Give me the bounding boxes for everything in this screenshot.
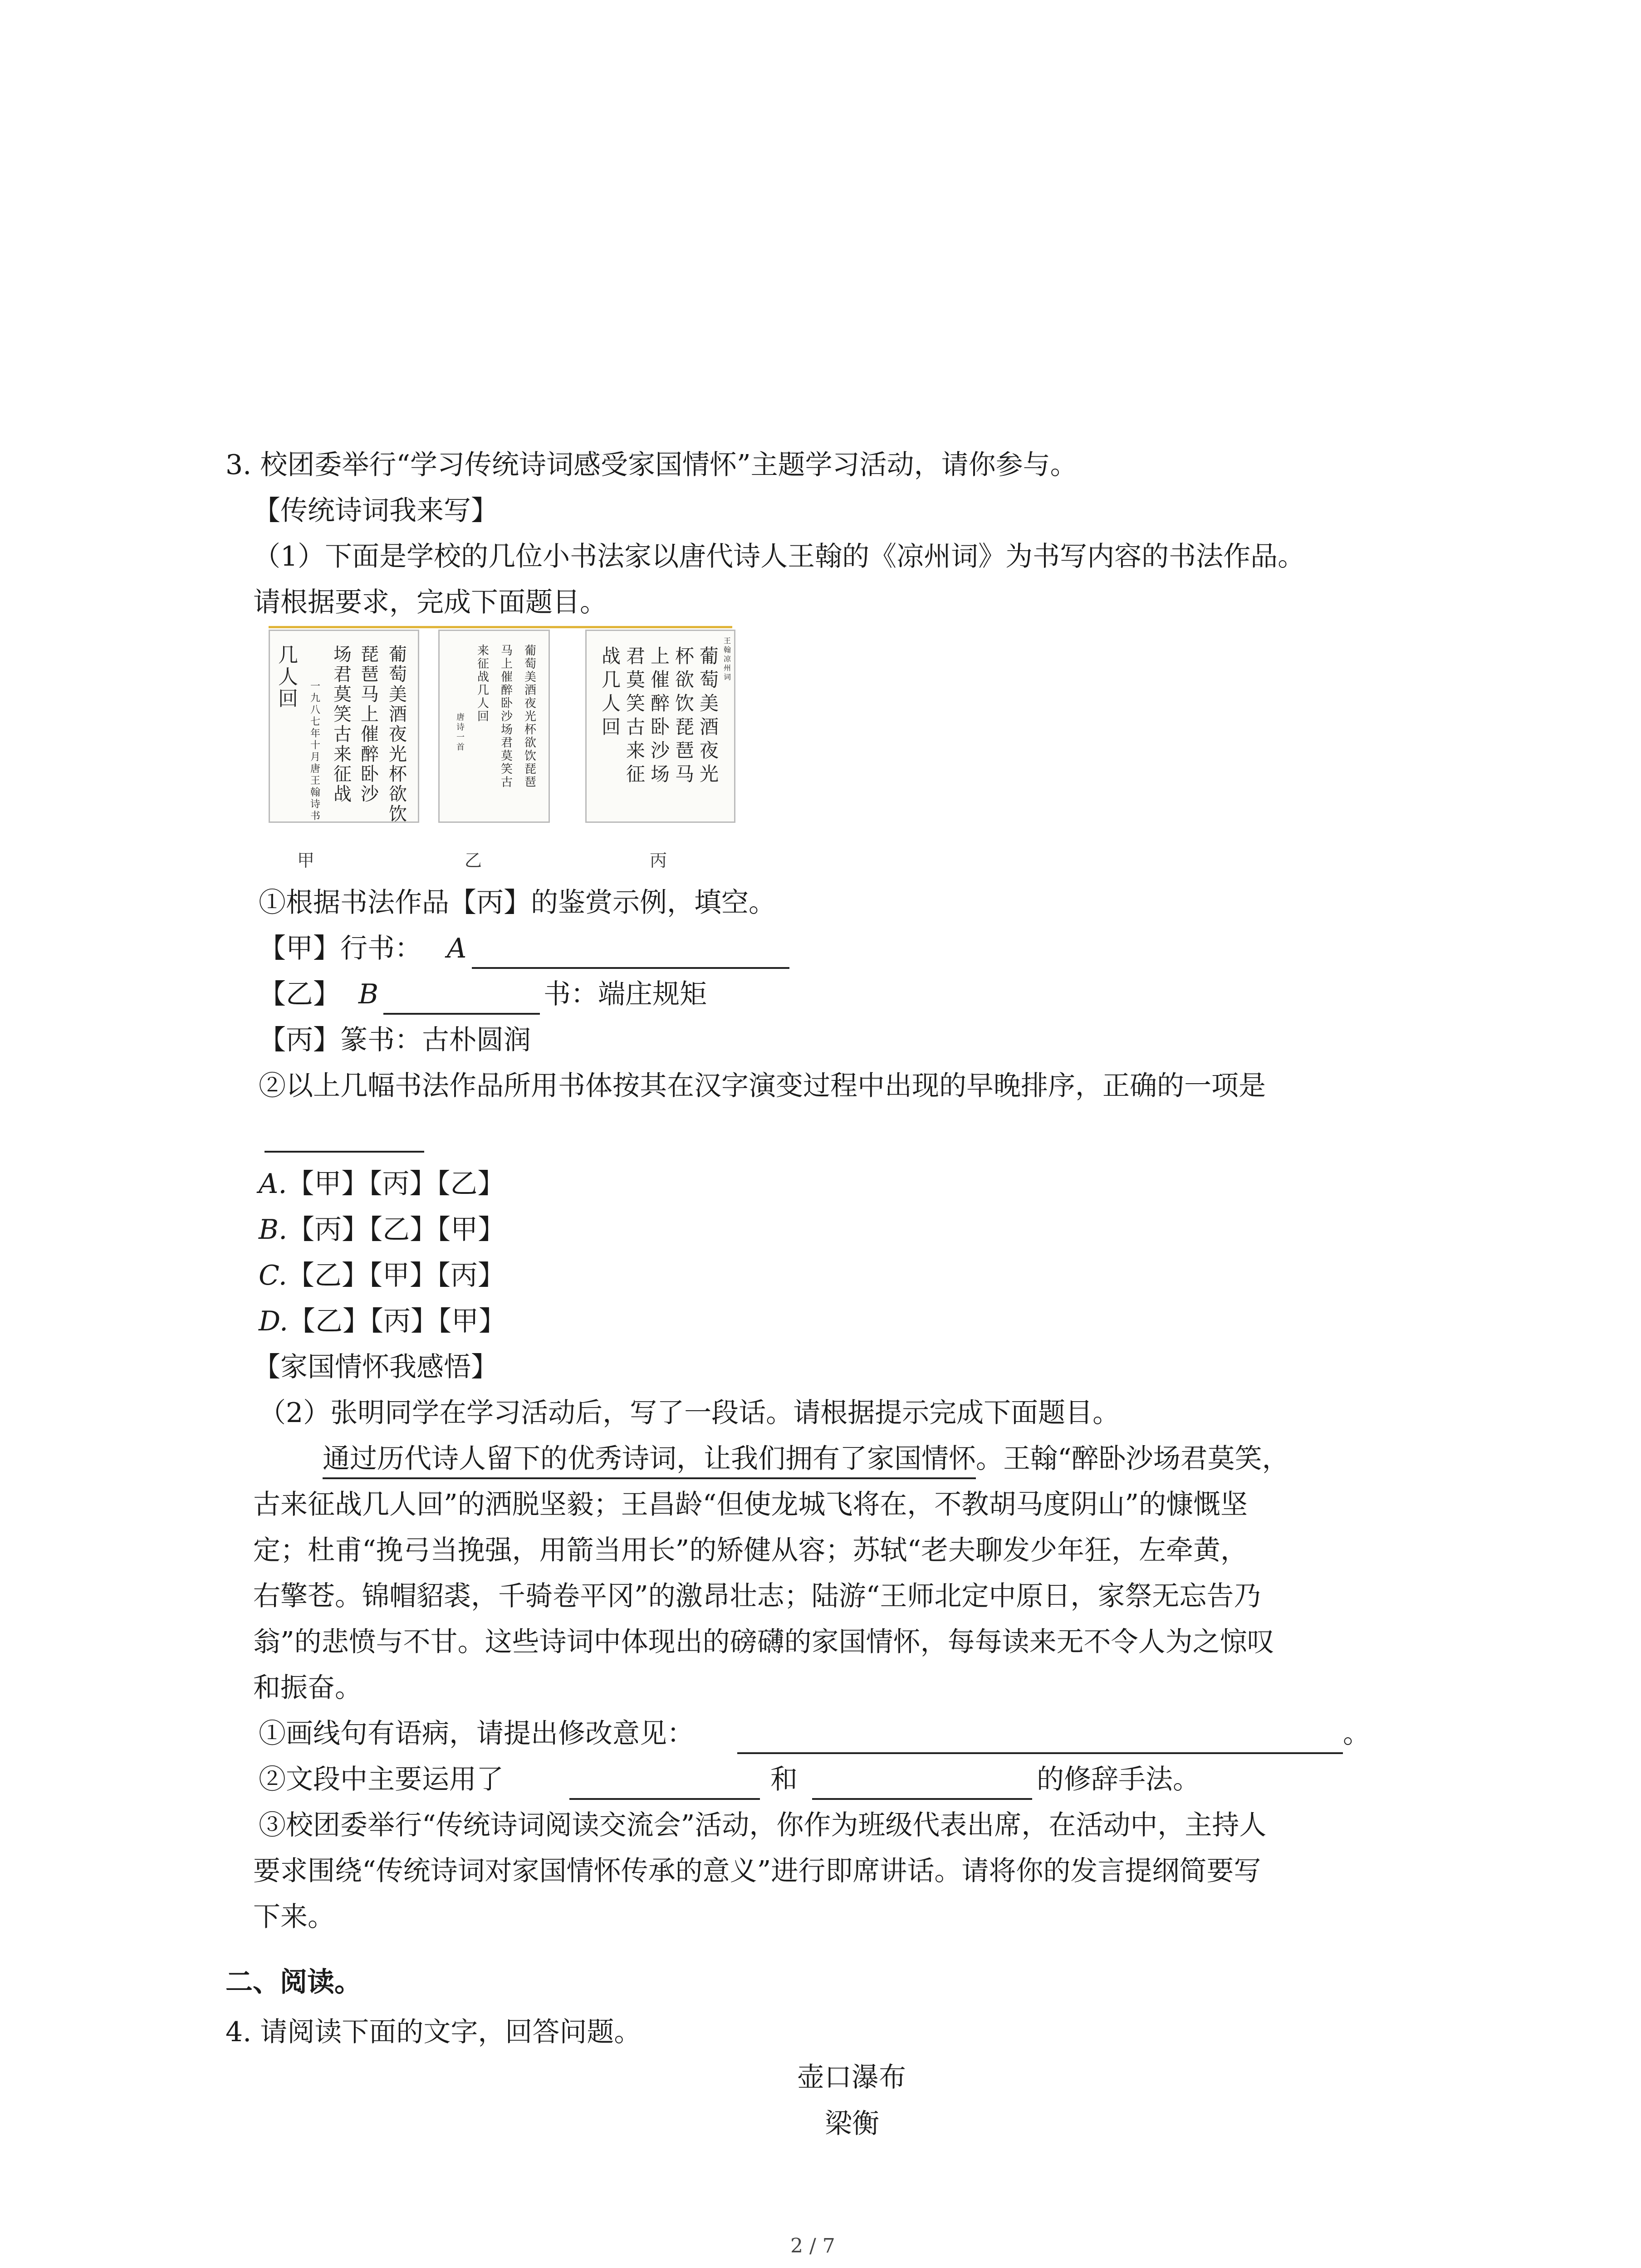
section-title-write: 【传统诗词我来写】 <box>253 495 498 527</box>
para-line6: 和振奋。 <box>253 1672 362 1704</box>
page-number: 2 / 7 <box>790 2234 835 2258</box>
option-b-text: 【丙】【乙】【甲】 <box>287 1214 505 1246</box>
para-line5: 翁”的悲愤与不甘。这些诗词中体现出的磅礴的家国情怀，每每读来无不令人为之惊叹 <box>253 1626 1274 1658</box>
sub1-line2: 请根据要求，完成下面题目。 <box>253 587 607 618</box>
cal-bing-col1: 葡 萄 美 酒 夜 光 <box>700 645 719 785</box>
s1-end: 。 <box>1343 1718 1370 1750</box>
cal-bing-col5: 战 几 人 回 <box>602 645 621 738</box>
calligraphy-yi-image <box>438 630 550 823</box>
answer-blank-rhetoric1[interactable] <box>569 1798 760 1800</box>
cal-jia-seal: 一 九 八 七 年 十 月 唐 王 翰 诗 书 <box>310 681 320 822</box>
cal-jia-col1: 葡 萄 美 酒 夜 光 杯 欲 饮 <box>389 644 407 823</box>
option-c-letter: C. <box>259 1260 287 1291</box>
cal-bing-inscription: 王 翰 凉 州 词 <box>723 636 731 681</box>
option-d-text: 【乙】【丙】【甲】 <box>288 1305 506 1337</box>
cal-yi-seal: 唐 诗 一 首 <box>456 713 465 752</box>
s2-and: 和 <box>770 1764 798 1795</box>
reading-title: 壶口瀑布 <box>797 2062 906 2093</box>
cal-yi-col3: 来 征 战 几 人 回 <box>477 644 489 723</box>
cal-yi-col2: 马 上 催 醉 卧 沙 场 君 莫 笑 古 <box>500 644 513 789</box>
option-b[interactable] <box>259 1214 505 1246</box>
option-a-text: 【甲】【丙】【乙】 <box>287 1168 505 1200</box>
divider-line <box>269 626 732 628</box>
para-line3: 定；杜甫“挽弓当挽强，用箭当用长”的矫健从容；苏轼“老夫聊发少年狂，左牵黄， <box>253 1535 1248 1566</box>
para-line4: 右擎苍。锦帽貂裘，千骑卷平冈”的激昂壮志；陆游“王师北定中原日，家祭无忘告乃 <box>253 1580 1261 1612</box>
caption-yi: 乙 <box>465 850 482 870</box>
option-d-letter: D. <box>259 1305 289 1337</box>
sub2-intro: （2）张明同学在学习活动后，写了一段话。请根据提示完成下面题目。 <box>259 1397 1120 1429</box>
calligraphy-bing-image <box>585 630 735 823</box>
s3-line1: ③校团委举行“传统诗词阅读交流会”活动，你作为班级代表出席，在活动中，主持人 <box>259 1809 1267 1841</box>
para-line1 <box>323 1443 1289 1475</box>
q3-intro: 3. 校团委举行“学习传统诗词感受家国情怀”主题学习活动，请你参与。 <box>225 449 1078 481</box>
answer-letter-b: B <box>358 978 379 1010</box>
option-a-letter: A. <box>259 1168 287 1200</box>
option-c[interactable] <box>259 1262 505 1289</box>
cal-jia-col4: 几 人 回 <box>278 644 298 710</box>
s2-suffix: 的修辞手法。 <box>1037 1764 1200 1795</box>
yi-line-suffix: 书：端庄规矩 <box>544 978 707 1010</box>
cal-bing-col4: 君 莫 笑 古 来 征 <box>626 645 646 785</box>
option-d[interactable] <box>259 1305 506 1337</box>
cal-bing-col2: 杯 欲 饮 琵 琶 马 <box>675 645 695 785</box>
yi-line-label: 【乙】 <box>259 978 340 1010</box>
option-c-text: 【乙】【甲】【丙】 <box>287 1260 505 1291</box>
q1-prompt: ①根据书法作品【丙】的鉴赏示例，填空。 <box>259 887 776 919</box>
option-b-letter: B. <box>259 1214 288 1246</box>
underlined-sentence: 通过历代诗人留下的优秀诗词，让我们拥有了家国情怀 <box>323 1443 976 1479</box>
para-line2: 古来征战几人回”的洒脱坚毅；王昌龄“但使龙城飞将在，不教胡马度阴山”的慷慨坚 <box>253 1489 1248 1520</box>
q4-intro: 4. 请阅读下面的文字，回答问题。 <box>225 2016 642 2048</box>
s3-line2: 要求围绕“传统诗词对家国情怀传承的意义”进行即席讲话。请将你的发言提纲简要写 <box>253 1855 1261 1887</box>
calligraphy-jia-image <box>269 630 419 823</box>
q2-prompt: ②以上几幅书法作品所用书体按其在汉字演变过程中出现的早晚排序，正确的一项是 <box>259 1070 1266 1102</box>
s3-line3: 下来。 <box>253 1901 335 1933</box>
part2-heading: 二、阅读。 <box>225 1966 362 1998</box>
answer-blank-rhetoric2[interactable] <box>812 1798 1032 1800</box>
s2-prompt: ②文段中主要运用了 <box>259 1764 504 1795</box>
option-a[interactable] <box>259 1170 505 1198</box>
para-line1-rest: 。王翰“醉卧沙场君莫笑， <box>976 1443 1289 1475</box>
caption-bing: 丙 <box>650 850 667 870</box>
answer-blank-order[interactable] <box>265 1151 424 1153</box>
section-title-feel: 【家国情怀我感悟】 <box>253 1351 498 1383</box>
bing-line: 【丙】篆书：古朴圆润 <box>259 1024 531 1056</box>
cal-yi-col1: 葡 萄 美 酒 夜 光 杯 欲 饮 琵 琶 <box>524 644 536 789</box>
answer-blank-a[interactable] <box>472 967 789 969</box>
cal-bing-col3: 上 催 醉 卧 沙 场 <box>651 645 670 785</box>
sub1-line1: （1）下面是学校的几位小书法家以唐代诗人王翰的《凉州词》为书写内容的书法作品。 <box>253 541 1305 572</box>
answer-blank-b[interactable] <box>383 1013 540 1015</box>
answer-letter-a: A <box>447 933 467 964</box>
cal-jia-col3: 场 君 莫 笑 古 来 征 战 <box>333 644 352 805</box>
jia-line-label: 【甲】行书： <box>259 933 422 964</box>
caption-jia: 甲 <box>297 850 315 870</box>
cal-jia-col2: 琵 琶 马 上 催 醉 卧 沙 <box>361 644 379 805</box>
reading-author: 梁衡 <box>825 2108 879 2140</box>
answer-blank-revision[interactable] <box>737 1752 1343 1754</box>
s1-prompt: ①画线句有语病，请提出修改意见： <box>259 1718 694 1750</box>
